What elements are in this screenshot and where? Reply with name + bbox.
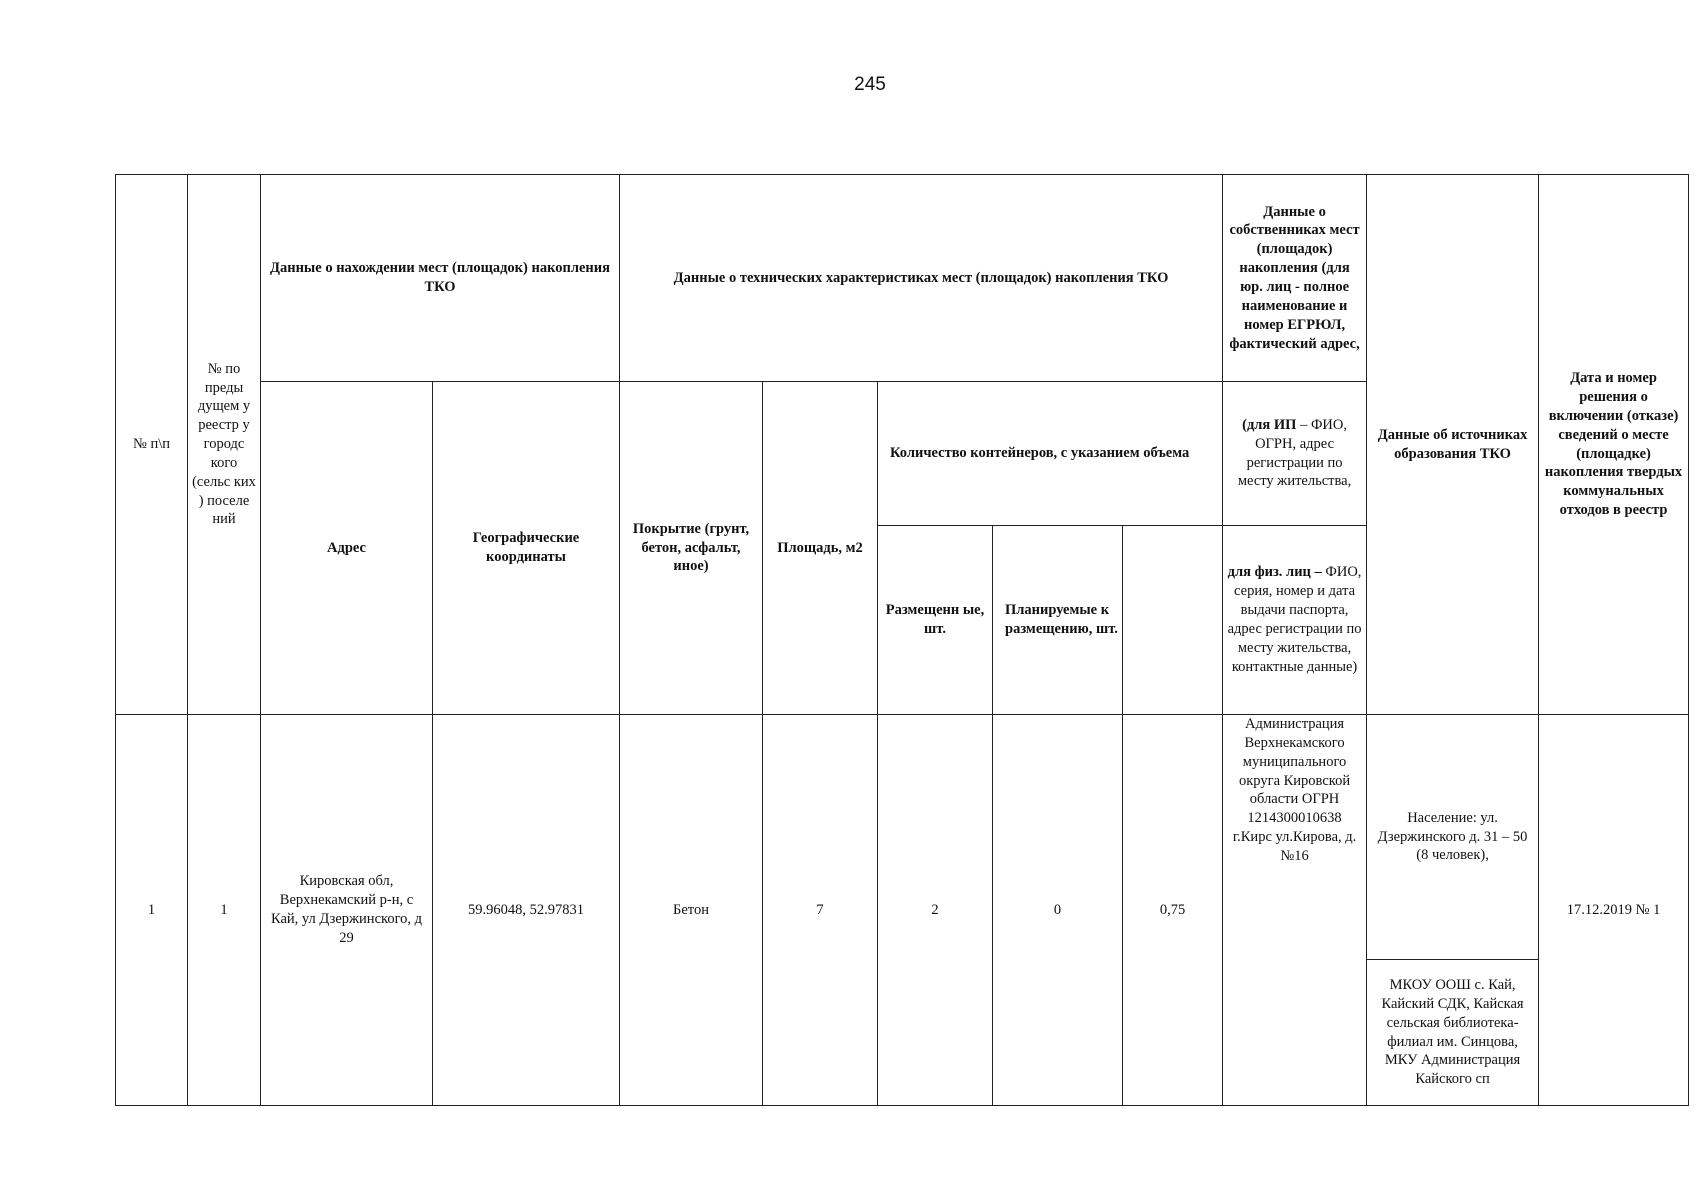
- cell-decision: 17.12.2019 № 1: [1539, 715, 1689, 1106]
- header-containers-group: Количество контейнеров, с указанием объема: [878, 382, 1223, 526]
- header-owners-phys-bold: для физ. лиц –: [1227, 564, 1322, 581]
- cell-area: 7: [763, 715, 878, 1106]
- header-volume-blank: [1123, 526, 1223, 715]
- header-owners-ip-bold: (для ИП: [1242, 416, 1297, 433]
- cell-surface: Бетон: [620, 715, 763, 1106]
- header-location-group: Данные о нахождении мест (площадок) накопления ТКО: [261, 175, 620, 382]
- cell-planned: 0: [993, 715, 1123, 1106]
- header-owners-ip-rest: – ФИО, ОГРН, адрес регистрации по месту жительства,: [1237, 416, 1352, 490]
- cell-owner: Администрация Верхнекамского муниципального округа Кировской области ОГРН 1214300010638 г.Кирс ул.Кирова, д.№16: [1223, 715, 1367, 1106]
- header-row-1: [116, 175, 1689, 382]
- header-sources: Данные об источниках образования ТКО: [1367, 175, 1539, 715]
- cell-source-population: Население: ул. Дзержинского д. 31 – 50 (8 человек),: [1367, 715, 1539, 960]
- page-number: 245: [854, 74, 886, 95]
- registry-table: [115, 174, 1689, 1106]
- header-surface: Покрытие (грунт, бетон, асфальт, иное): [620, 382, 763, 715]
- header-owners-legal: Данные о собственниках мест (площадок) накопления (для юр. лиц - полное наименование и номер ЕГРЮЛ, фактический адрес,: [1223, 175, 1367, 382]
- header-area: Площадь, м2: [763, 382, 878, 715]
- header-address: Адрес: [261, 382, 433, 715]
- cell-address: Кировская обл, Верхнекамский р-н, с Кай, ул Дзержинского, д 29: [261, 715, 433, 1106]
- cell-placed: 2: [878, 715, 993, 1106]
- header-owners-phys: [1223, 526, 1367, 715]
- cell-coordinates: 59.96048, 52.97831: [433, 715, 620, 1106]
- header-decision: Дата и номер решения о включении (отказе) сведений о месте (площадке) накопления твердых коммунальных отходов в реестр: [1539, 175, 1689, 715]
- header-row-no: № п\п: [116, 175, 188, 715]
- cell-row-no: 1: [116, 715, 188, 1106]
- header-registry-no: № по преды дущем у реестр у городс кого (сельс ких ) поселе ний: [188, 175, 261, 715]
- cell-source-institutions: МКОУ ООШ с. Кай, Кайский СДК, Кайская сельская библиотека-филиал им. Синцова, МКУ Администрация Кайского сп: [1367, 960, 1539, 1106]
- header-planned: Планируемые к размещению, шт.: [993, 526, 1123, 715]
- header-owners-phys-rest: ФИО, серия, номер и дата выдачи паспорта, адрес регистрации по месту жительства, контактные данные): [1227, 564, 1362, 675]
- header-coordinates: Географические координаты: [433, 382, 620, 715]
- header-owners-ip: [1223, 382, 1367, 526]
- table-row: [116, 715, 1689, 960]
- header-technical-group: Данные о технических характеристиках мест (площадок) накопления ТКО: [620, 175, 1223, 382]
- header-placed: Размещенн ые, шт.: [878, 526, 993, 715]
- cell-registry-no: 1: [188, 715, 261, 1106]
- cell-volume: 0,75: [1123, 715, 1223, 1106]
